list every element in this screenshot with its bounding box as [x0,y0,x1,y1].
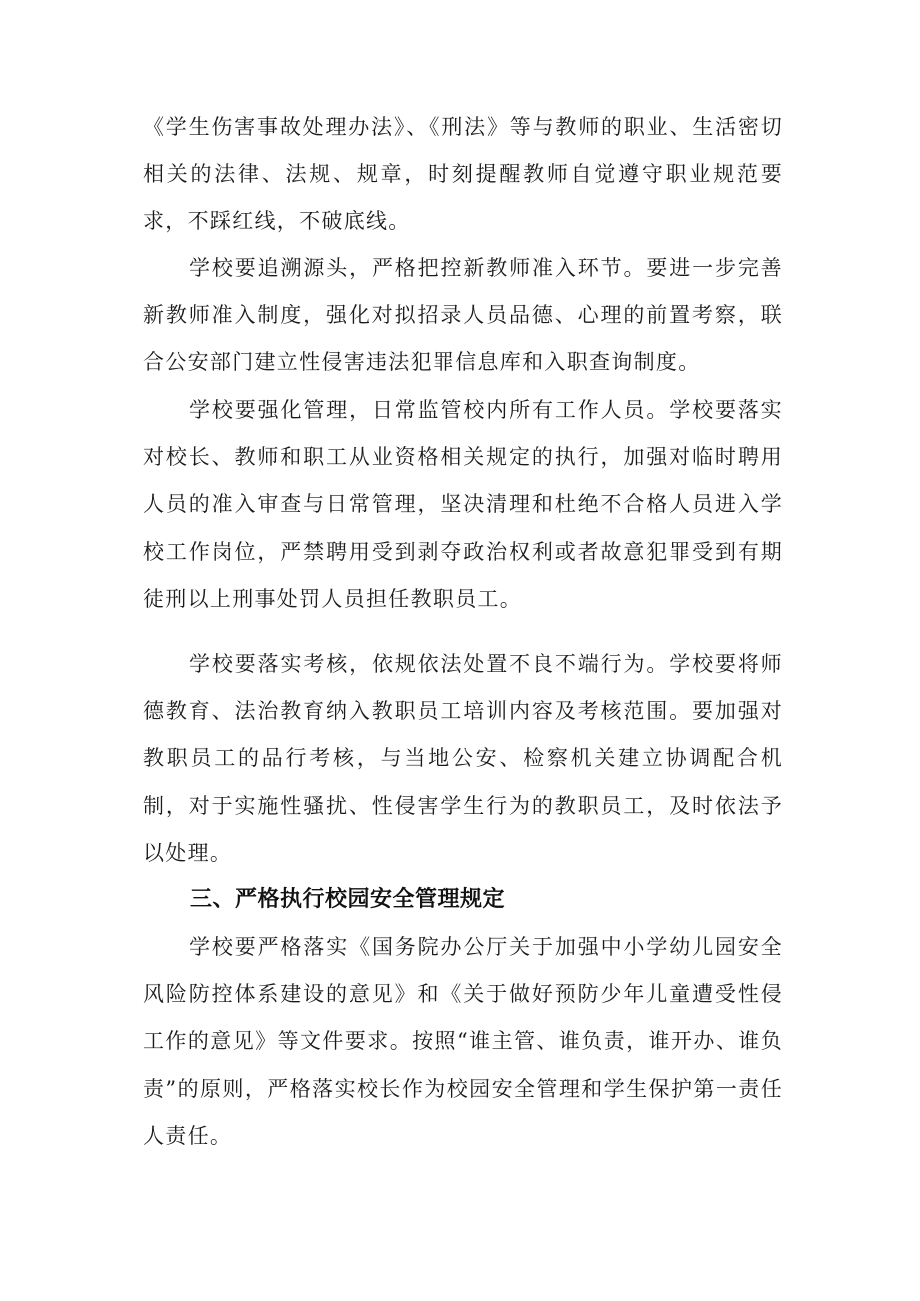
paragraph-teacher-admission: 学校要追溯源头，严格把控新教师准入环节。要进一步完善新教师准入制度，强化对拟招录人员品德、心理的前置考察，联合公安部门建立性侵害违法犯罪信息库和入职查询制度。 [143,256,783,375]
paragraph-continuation: 《学生伤害事故处理办法》、《刑法》等与教师的职业、生活密切相关的法律、法规、规章，时刻提醒教师自觉遵守职业规范要求，不踩红线，不破底线。 [143,115,783,234]
paragraph-staff-management: 学校要强化管理，日常监管校内所有工作人员。学校要落实对校长、教师和职工从业资格相关规定的执行，加强对临时聘用人员的准入审查与日常管理，坚决清理和杜绝不合格人员进入学校工作岗位，严禁聘用受到剥夺政治权利或者故意犯罪受到有期徒刑以上刑事处罚人员担任教职员工。 [143,398,783,611]
paragraph-assessment: 学校要落实考核，依规依法处置不良不端行为。学校要将师德教育、法治教育纳入教职员工培训内容及考核范围。要加强对教职员工的品行考核，与当地公安、检察机关建立协调配合机制，对于实施性骚扰、性侵害学生行为的教职员工，及时依法予以处理。 [143,652,783,865]
section-heading: 三、严格执行校园安全管理规定 [190,887,506,912]
paragraph-safety-management: 学校要严格落实《国务院办公厅关于加强中小学幼儿园安全风险防控体系建设的意见》和《关于做好预防少年儿童遭受性侵工作的意见》等文件要求。按照“谁主管、谁负责，谁开办、谁负责”的原则，严格落实校长作为校园安全管理和学生保护第一责任人责任。 [143,935,783,1148]
